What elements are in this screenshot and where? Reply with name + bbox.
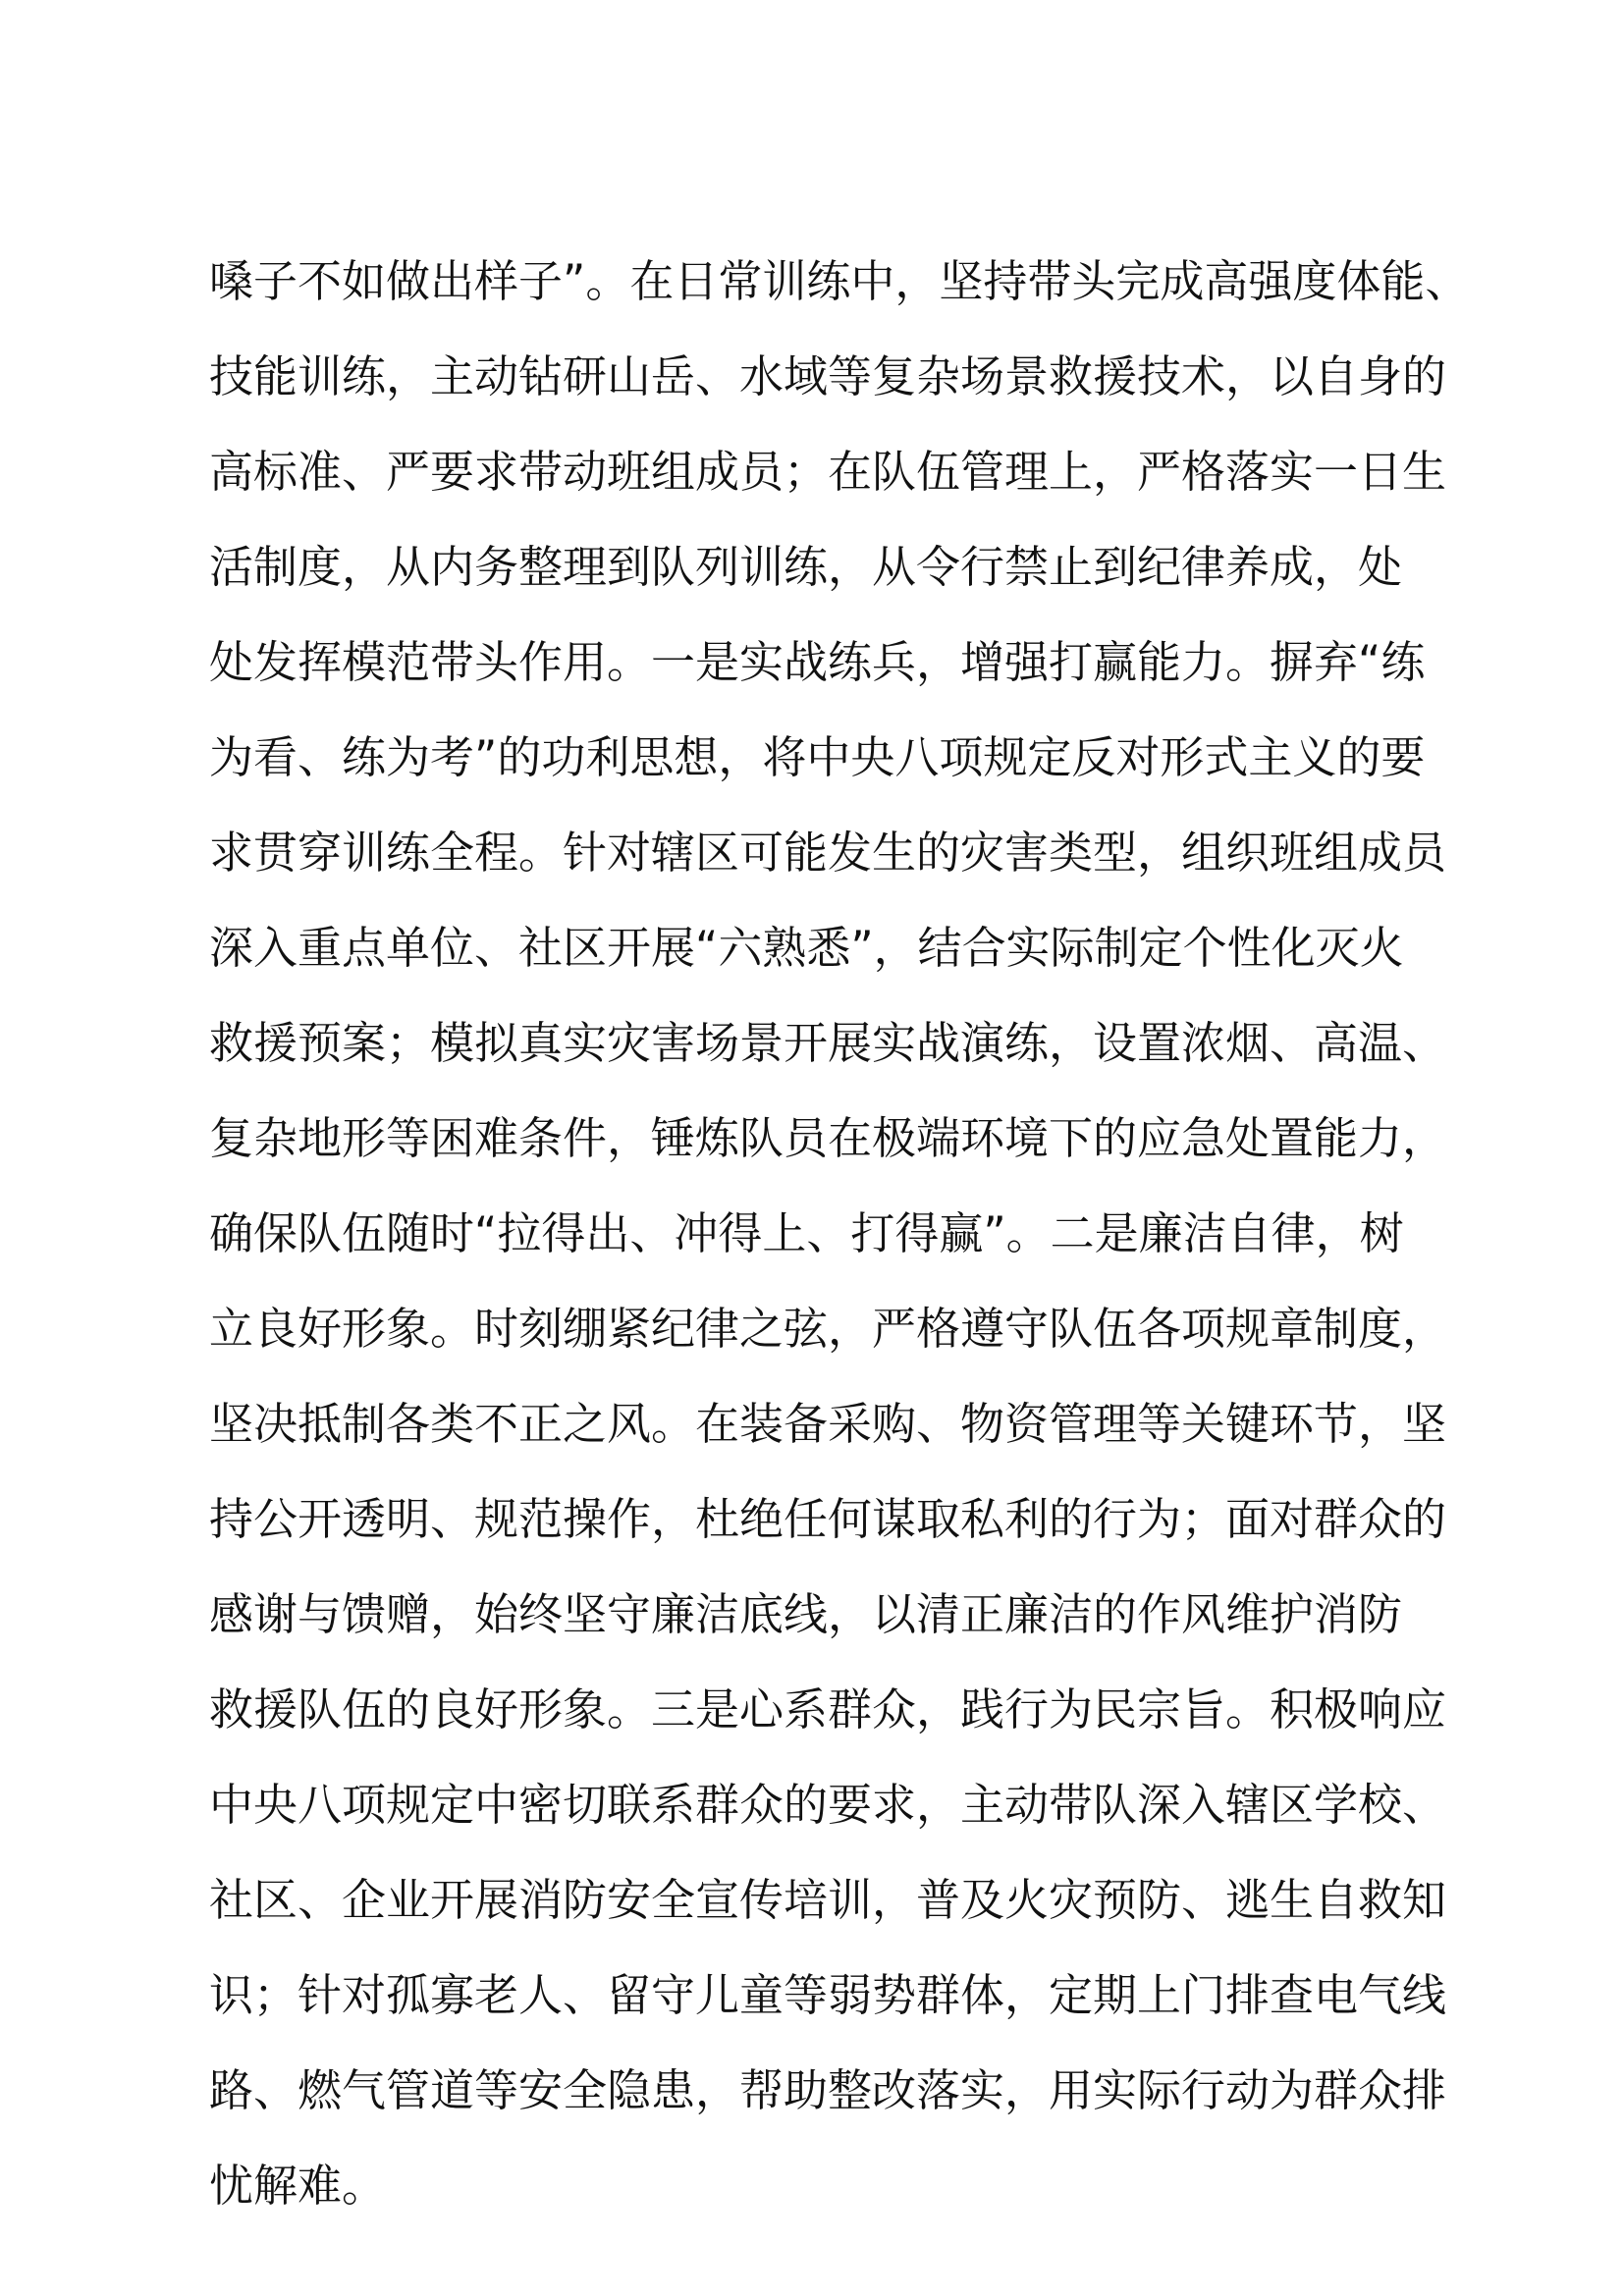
text-line: 感谢与馈赠，始终坚守廉洁底线，以清正廉洁的作风维护消防 — [209, 1588, 1403, 1640]
text-line: 高标准、严要求带动班组成员；在队伍管理上，严格落实一日生 — [209, 446, 1447, 498]
text-line: 立良好形象。时刻绷紧纪律之弦，严格遵守队伍各项规章制度， — [209, 1303, 1447, 1355]
text-line: 持公开透明、规范操作，杜绝任何谋取私利的行为；面对群众的 — [209, 1493, 1447, 1545]
text-line: 嗓子不如做出样子”。在日常训练中，坚持带头完成高强度体能、 — [209, 255, 1470, 307]
text-line: 救援预案；模拟真实灾害场景开展实战演练，设置浓烟、高温、 — [209, 1017, 1447, 1069]
text-line: 处发挥模范带头作用。一是实战练兵，增强打赢能力。摒弃“练 — [209, 636, 1426, 688]
text-line: 为看、练为考”的功利思想，将中央八项规定反对形式主义的要 — [209, 731, 1426, 783]
text-line: 求贯穿训练全程。针对辖区可能发生的灾害类型，组织班组成员 — [209, 827, 1447, 879]
text-line: 救援队伍的良好形象。三是心系群众，践行为民宗旨。积极响应 — [209, 1683, 1447, 1735]
text-line: 社区、企业开展消防安全宣传培训，普及火灾预防、逃生自救知 — [209, 1874, 1447, 1926]
text-line: 中央八项规定中密切联系群众的要求，主动带队深入辖区学校、 — [209, 1779, 1447, 1831]
text-line: 忧解难。 — [209, 2160, 387, 2212]
text-line: 复杂地形等困难条件，锤炼队员在极端环境下的应急处置能力， — [209, 1112, 1447, 1164]
text-line: 坚决抵制各类不正之风。在装备采购、物资管理等关键环节，坚 — [209, 1398, 1447, 1450]
text-line: 活制度，从内务整理到队列训练，从令行禁止到纪律养成，处 — [209, 541, 1403, 593]
text-line: 路、燃气管道等安全隐患，帮助整改落实，用实际行动为群众排 — [209, 2064, 1447, 2116]
text-line: 深入重点单位、社区开展“六熟悉”，结合实际制定个性化灭火 — [209, 922, 1404, 974]
text-line: 识；针对孤寡老人、留守儿童等弱势群体，定期上门排查电气线 — [209, 1969, 1447, 2021]
text-line: 技能训练，主动钻研山岳、水域等复杂场景救援技术，以自身的 — [209, 350, 1447, 402]
text-line: 确保队伍随时“拉得出、冲得上、打得赢”。二是廉洁自律，树 — [209, 1207, 1404, 1259]
body-text — [209, 234, 1486, 2233]
